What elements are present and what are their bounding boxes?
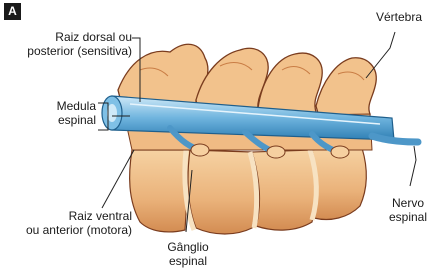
spinal-cord-label-line1: Medula <box>56 99 96 113</box>
panel-letter-badge: A <box>4 3 21 20</box>
vertebra-label <box>376 10 422 24</box>
vertebra-label-line1: Vértebra <box>376 10 423 24</box>
dorsal-root-label-line1: Raiz dorsal ou <box>55 30 132 44</box>
vertebral-bodies <box>130 148 367 234</box>
ganglion-label-line1: Gânglio <box>167 240 209 254</box>
ganglion-label-line2: espinal <box>168 254 208 268</box>
dorsal-root-label <box>6 30 132 58</box>
ventral-root-label-line2: ou anterior (motora) <box>25 223 132 237</box>
spinal-nerve-label <box>383 196 433 224</box>
spinal-cord-label-line2: espinal <box>57 113 96 127</box>
ventral-root-label <box>6 209 132 237</box>
spinal-nerve-label-line2: espinal <box>388 210 428 224</box>
spinal-nerve-label-line1: Nervo <box>391 196 424 210</box>
spinal-cord-label <box>40 99 96 127</box>
ganglion-label <box>158 240 218 268</box>
dorsal-root-label-line2: posterior (sensitiva) <box>27 44 132 58</box>
ventral-root-label-line1: Raiz ventral <box>68 209 132 223</box>
